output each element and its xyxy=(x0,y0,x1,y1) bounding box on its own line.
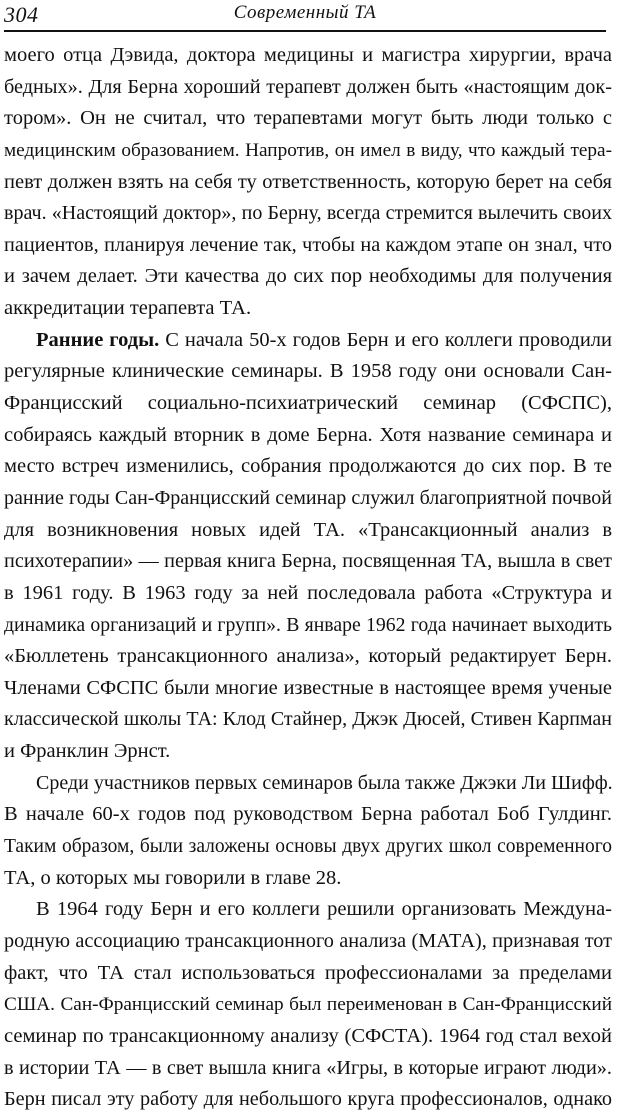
text-line: тором». Он не считал, что терапевтами могут быть люди только с xyxy=(4,107,612,130)
paragraph-early-years xyxy=(4,325,612,768)
text-line: пациентов, планируя лечение так, чтобы на каждом этапе он знал, что xyxy=(4,233,612,256)
text-line: В 1964 году Берн и его коллеги решили организовать Междуна- xyxy=(36,898,612,921)
text-line: собираясь каждый вторник в доме Берна. Хотя название семинара и xyxy=(4,423,612,446)
text-line: Францисский социально-психиатрический семинар (СФСПС), xyxy=(4,392,612,415)
text-line: Среди участников первых семинаров была также Джэки Ли Шифф. xyxy=(36,771,613,794)
text-line: регулярные клинические семинары. В 1958 году они основали Сан- xyxy=(4,360,612,383)
paragraph-itaa xyxy=(4,894,612,1115)
text-line: бедных». Для Берна хороший терапевт должен быть «настоящим док- xyxy=(4,75,612,98)
text-line: ТА, о которых мы говорили в главе 28. xyxy=(4,866,342,889)
text-line: США. Сан-Францисский семинар был переименован в Сан-Францисский xyxy=(4,994,612,1016)
text-line: родную ассоциацию трансакционного анализа (МАТА), признавая тот xyxy=(4,929,612,952)
text-line: В начале 60-х годов под руководством Берна работал Боб Гулдинг. xyxy=(4,803,612,826)
text-line: семинар по трансакционному анализу (СФСТА). 1964 год стал вехой xyxy=(4,1024,612,1047)
text-span: С начала 50-х годов Берн и его коллеги проводили xyxy=(165,328,613,351)
text-line: динамика организаций и групп». В январе 1962 года начинает выходить xyxy=(4,613,612,636)
text-line: и Франклин Эрнст. xyxy=(4,740,171,763)
text-line: медицинским образованием. Напротив, он имел в виду, что каждый тера- xyxy=(4,139,612,161)
text-line: и зачем делает. Эти качества до сих пор необходимы для получения xyxy=(4,265,612,288)
body-text xyxy=(4,40,612,1116)
text-line: Таким образом, были заложены основы двух других школ современного xyxy=(4,836,612,858)
header-rule xyxy=(4,30,606,32)
text-line: Берн писал эту работу для небольшого круга профессионалов, однако xyxy=(4,1088,612,1111)
page-number: 304 xyxy=(4,2,39,27)
text-line: в 1961 году. В 1963 году за ней последовала работа «Структура и xyxy=(4,581,612,604)
text-line: «Бюллетень трансакционного анализа», который редактирует Берн. xyxy=(4,645,612,668)
text-line: для возникновения новых идей ТА. «Трансакционный анализ в xyxy=(4,518,612,541)
running-title: Современный ТА xyxy=(233,2,377,23)
text-line: аккредитации терапевта ТА. xyxy=(4,297,252,320)
paragraph-schools xyxy=(4,768,612,895)
text-line: в истории ТА — в свет вышла книга «Игры, в которые играют люди». xyxy=(4,1056,612,1079)
paragraph-continuation xyxy=(4,40,612,325)
text-line: моего отца Дэвида, доктора медицины и магистра хирургии, врача xyxy=(4,44,612,66)
text-line: Членами СФСПС были многие известные в настоящее время ученые xyxy=(4,676,612,699)
page-header xyxy=(4,0,606,30)
text-line: врач. «Настоящий доктор», по Берну, всегда стремится вылечить своих xyxy=(4,202,612,225)
text-line: певт должен взять на себя ту ответственность, которую берет на себя xyxy=(4,170,612,193)
text-line: ранние годы Сан-Францисский семинар служил благоприятной почвой xyxy=(4,486,612,509)
text-line xyxy=(4,325,612,357)
text-line: классической школы ТА: Клод Стайнер, Джэк Дюсей, Стивен Карпман xyxy=(4,708,612,731)
text-line: факт, что ТА стал использоваться профессионалами за пределами xyxy=(4,961,612,984)
section-heading: Ранние годы. xyxy=(36,328,160,351)
text-line: психотерапии» — первая книга Берна, посвященная ТА, вышла в свет xyxy=(4,550,612,573)
text-line: место встреч изменились, собрания продолжаются до сих пор. В те xyxy=(4,455,612,478)
